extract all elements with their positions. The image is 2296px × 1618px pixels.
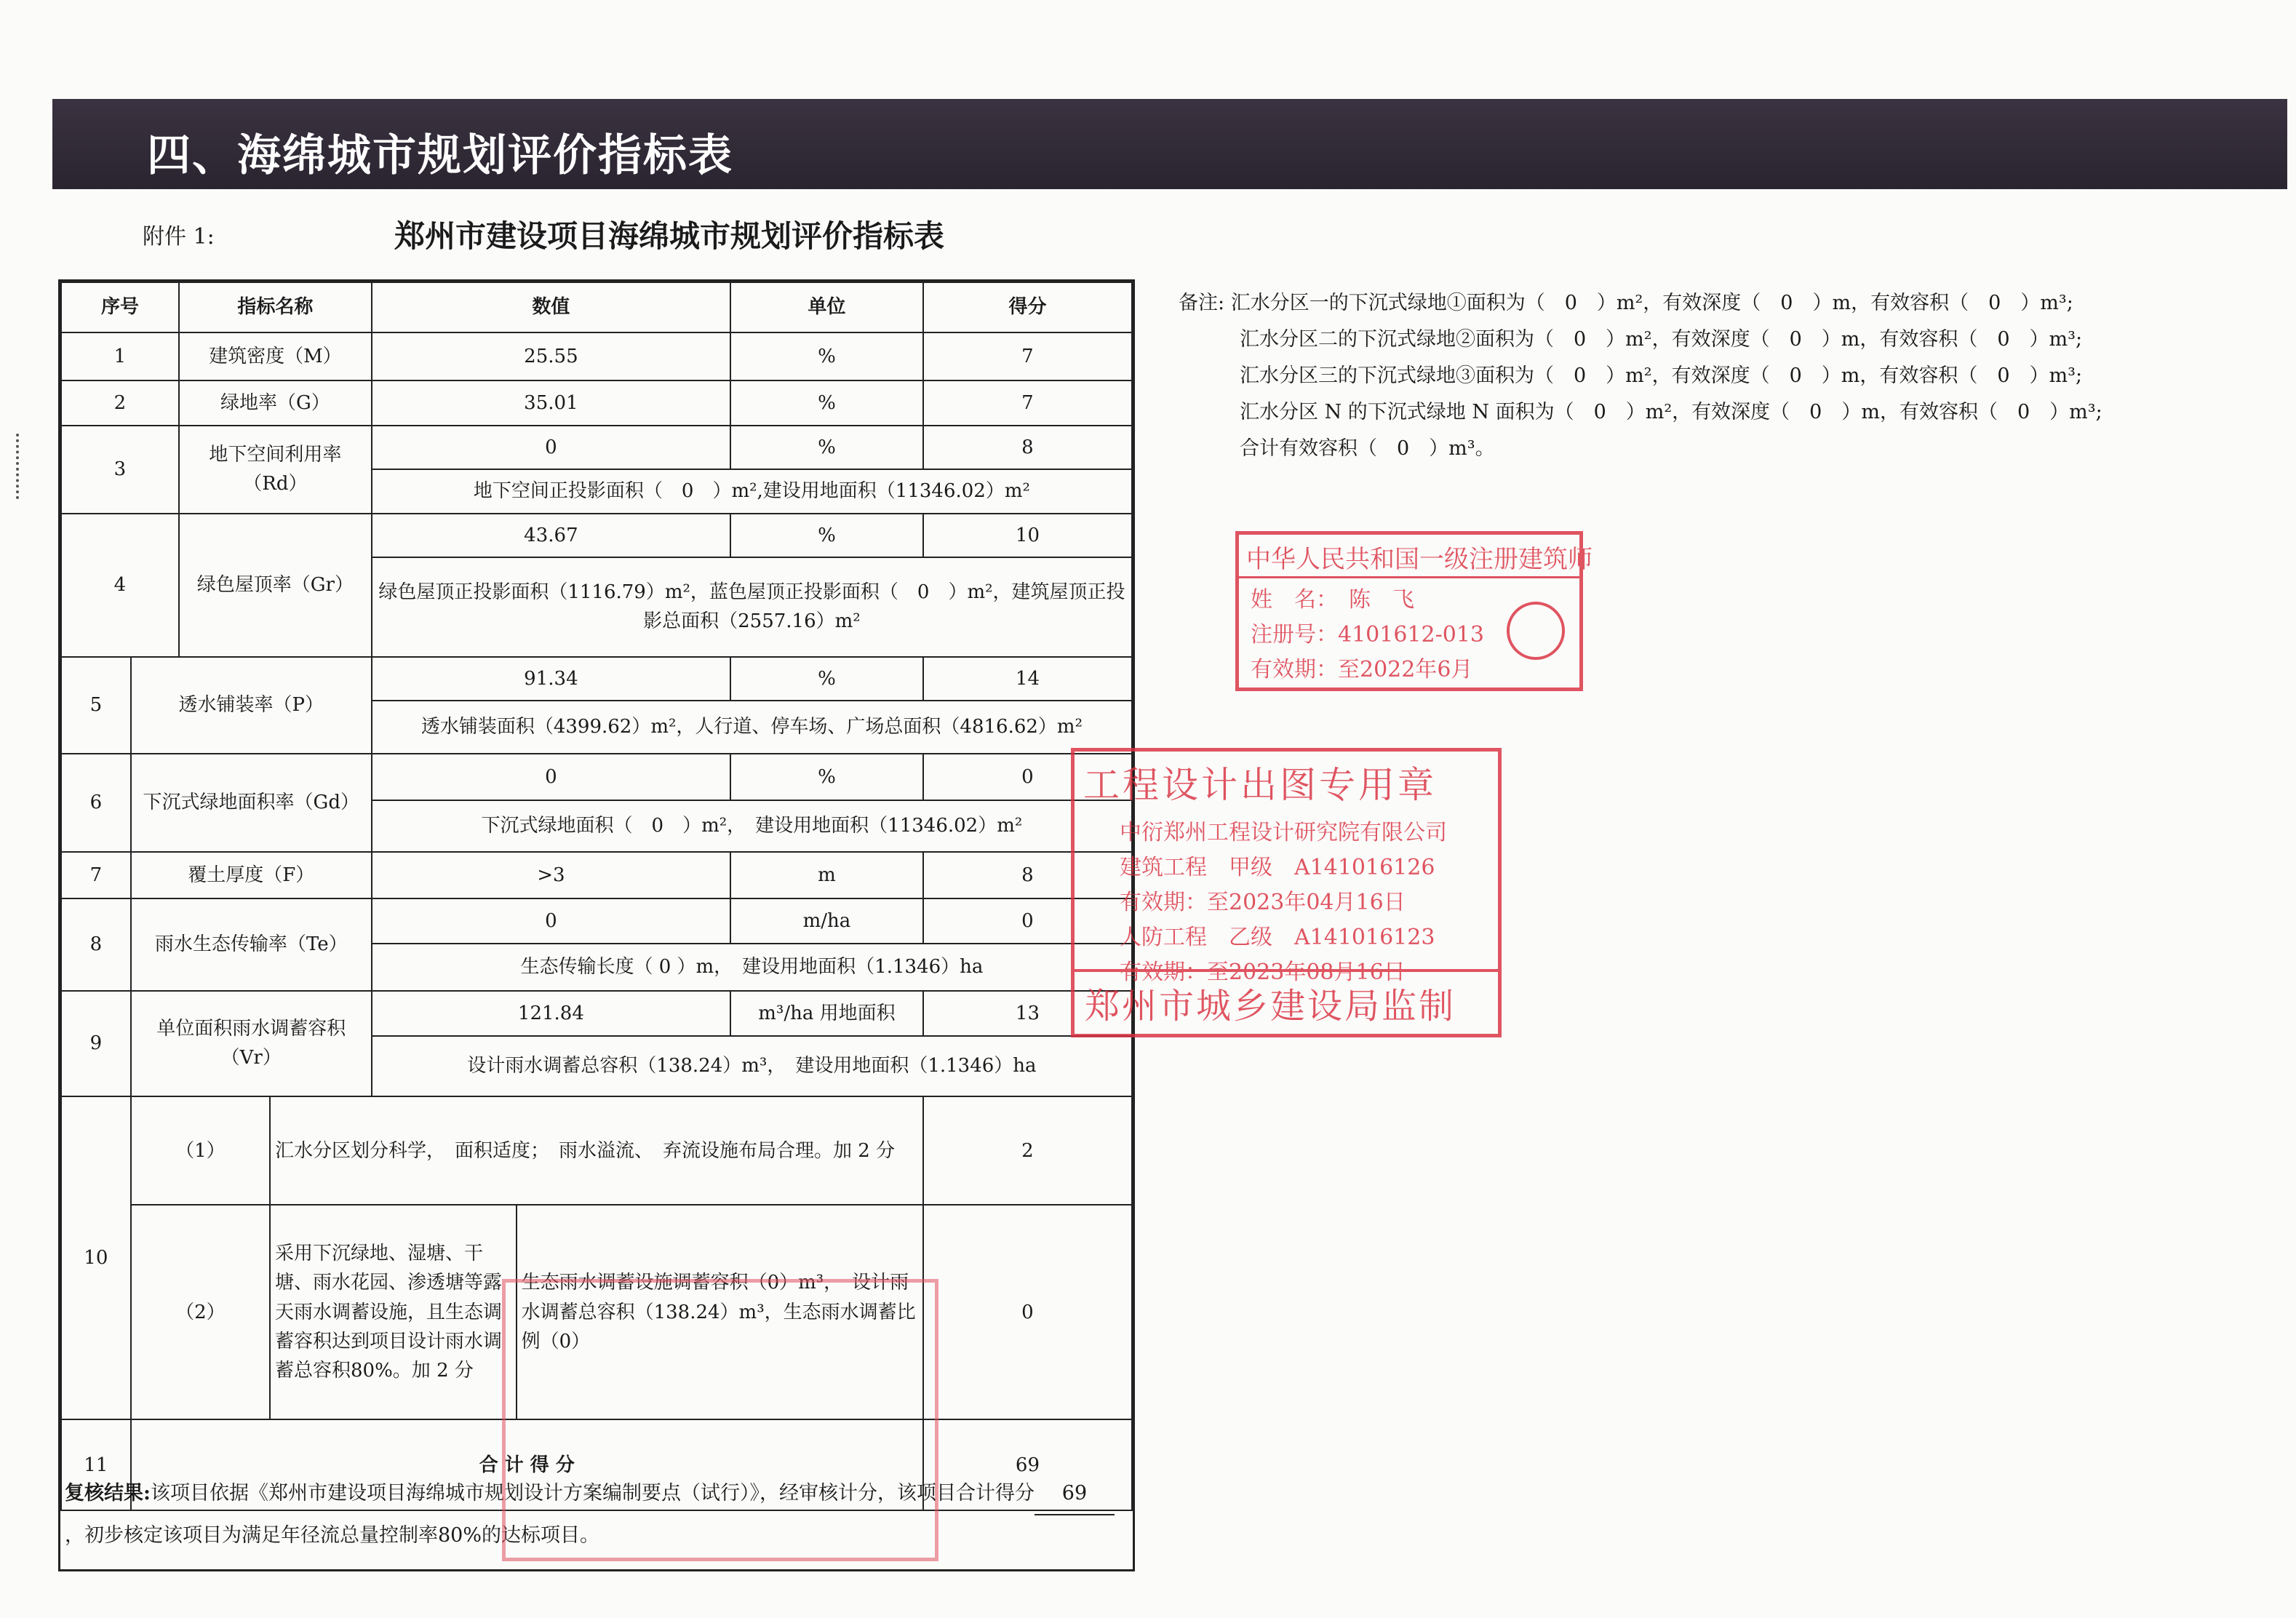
document-title: 郑州市建设项目海绵城市规划评价指标表 <box>394 218 945 254</box>
architect-reg: 注册号：4101612-013 <box>1251 622 1485 647</box>
row-score: 7 <box>923 380 1132 426</box>
table-row <box>61 991 1132 1036</box>
design-company: 中衍郑州工程设计研究院有限公司 <box>1120 820 1447 845</box>
row-detail: 绿色屋顶正投影面积（1116.79）m²，蓝色屋顶正投影面积（ 0 ）m²，建筑屋顶正投影总面积（2557.16）m² <box>372 557 1132 657</box>
row-value: 43.67 <box>372 514 730 557</box>
table-row <box>61 657 1132 701</box>
review-score: 69 <box>1035 1473 1115 1515</box>
note-line <box>1179 285 2102 322</box>
binding-mark <box>16 434 32 499</box>
table-row <box>61 380 1132 426</box>
row-name: 下沉式绿地面积率（Gd） <box>131 754 372 852</box>
row-score: 13 <box>923 991 1132 1036</box>
architect-stamp-title: 中华人民共和国一级注册建筑师 <box>1239 535 1579 578</box>
attachment-label: 附件 1: <box>143 224 215 250</box>
table-row <box>61 1096 1132 1205</box>
review-conclusion: ，初步核定该项目为满足年径流总量控制率80%的达标项目。 <box>65 1524 600 1547</box>
row-unit: % <box>730 380 923 426</box>
row-score: 7 <box>923 332 1132 380</box>
row-value: 25.55 <box>372 332 730 380</box>
table-row <box>61 426 1132 469</box>
note-line: 汇水分区 N 的下沉式绿地 N 面积为（ 0 ）m²，有效深度（ 0 ）m，有效容积（ 0 ）m³; <box>1240 401 2102 423</box>
row-unit: m <box>730 852 923 898</box>
row-unit: % <box>730 754 923 800</box>
design-issued: 有效期：至2023年04月16日 <box>1120 890 1406 915</box>
table-header-row <box>61 282 1132 332</box>
row-name: 建筑密度（M） <box>179 332 372 380</box>
row-unit: % <box>730 514 923 557</box>
architect-valid: 有效期：至2022年6月 <box>1251 657 1473 682</box>
notes-prefix: 备注: <box>1179 292 1225 314</box>
header-unit: 单位 <box>730 282 923 332</box>
table-row <box>61 852 1132 898</box>
sub-label: （2） <box>131 1205 270 1419</box>
row-value: 35.01 <box>372 380 730 426</box>
row-no: 6 <box>61 754 131 852</box>
row-no: 7 <box>61 852 131 898</box>
row-unit: m/ha <box>730 898 923 944</box>
row-detail: 生态传输长度（ 0 ）m， 建设用地面积（1.1346）ha <box>372 944 1132 990</box>
header-value: 数值 <box>372 282 730 332</box>
banner-title: 四、海绵城市规划评价指标表 <box>147 130 733 181</box>
review-text: 该项目依据《郑州市建设项目海绵城市规划设计方案编制要点（试行）》，经审核计分，该项目合计得分 <box>150 1482 1035 1505</box>
row-name: 绿地率（G） <box>179 380 372 426</box>
row-no: 5 <box>61 657 131 754</box>
row-detail: 设计雨水调蓄总容积（138.24）m³， 建设用地面积（1.1346）ha <box>372 1036 1132 1096</box>
row-score: 8 <box>923 852 1132 898</box>
note-line: 合计有效容积（ 0 ）m³。 <box>1240 437 1495 460</box>
total-label: 合 计 得 分 <box>131 1419 923 1510</box>
row-name: 雨水生态传输率（Te） <box>131 898 372 991</box>
design-authority: 郑州市城乡建设局监制 <box>1075 969 1498 1034</box>
sub-criterion: 汇水分区划分科学， 面积适度； 雨水溢流、 弃流设施布局合理。加 2 分 <box>270 1096 923 1205</box>
architect-stamp <box>1235 531 1593 691</box>
architect-name: 姓 名： 陈 飞 <box>1251 587 1414 613</box>
row-value: 0 <box>372 426 730 469</box>
row-score: 0 <box>923 1205 1132 1419</box>
row-score: 2 <box>923 1096 1132 1205</box>
header-score: 得分 <box>923 282 1132 332</box>
row-score: 10 <box>923 514 1132 557</box>
design-grade: 建筑工程 甲级 A141016126 <box>1120 855 1435 880</box>
row-detail: 下沉式绿地面积（ 0 ）m²， 建设用地面积（11346.02）m² <box>372 800 1132 852</box>
row-no: 9 <box>61 991 131 1096</box>
row-unit: % <box>730 332 923 380</box>
sub-calculation: 生态雨水调蓄设施调蓄容积（0）m³， 设计雨水调蓄总容积（138.24）m³，生态雨水调蓄比例（0） <box>517 1205 923 1419</box>
row-detail: 地下空间正投影面积（ 0 ）m²,建设用地面积（11346.02）m² <box>372 469 1132 513</box>
design-stamp <box>1071 748 1502 1037</box>
row-score: 0 <box>923 754 1132 800</box>
row-name: 覆土厚度（F） <box>131 852 372 898</box>
review-label: 复核结果: <box>65 1482 151 1505</box>
sub-criterion: 采用下沉绿地、湿塘、干塘、雨水花园、渗透塘等露天雨水调蓄设施，且生态调蓄容积达到项目设计雨水调蓄总容积80%。加 2 分 <box>270 1205 517 1419</box>
row-name: 透水铺装率（P） <box>131 657 372 754</box>
note-line: 汇水分区三的下沉式绿地③面积为（ 0 ）m²，有效深度（ 0 ）m，有效容积（ 0 ）m³; <box>1240 364 2083 387</box>
note-line: 汇水分区二的下沉式绿地②面积为（ 0 ）m²，有效深度（ 0 ）m，有效容积（ 0 ）m³; <box>1240 328 2083 351</box>
row-score: 8 <box>923 426 1132 469</box>
section-banner <box>52 99 2287 189</box>
row-name: 绿色屋顶率（Gr） <box>179 514 372 657</box>
round-seal-icon <box>1507 602 1565 660</box>
row-no: 11 <box>61 1419 131 1510</box>
header-no: 序号 <box>61 282 179 332</box>
total-score: 69 <box>923 1419 1132 1510</box>
row-no: 3 <box>61 426 179 513</box>
row-value: 0 <box>372 754 730 800</box>
design-valid: 有效期：至2023年08月16日 <box>1120 960 1406 985</box>
row-no: 1 <box>61 332 179 380</box>
table-row <box>61 754 1132 800</box>
row-name: 地下空间利用率（Rd） <box>179 426 372 513</box>
faint-stamp-impression <box>502 1279 938 1561</box>
design-civil: 人防工程 乙级 A141016123 <box>1120 925 1435 950</box>
table-row <box>61 332 1132 380</box>
row-value: 91.34 <box>372 657 730 701</box>
row-no: 4 <box>61 514 179 657</box>
row-no: 2 <box>61 380 179 426</box>
row-detail: 透水铺装面积（4399.62）m²，人行道、停车场、广场总面积（4816.62）m² <box>372 701 1132 754</box>
notes-block <box>1179 285 2102 467</box>
row-no: 8 <box>61 898 131 991</box>
row-unit: m³/ha 用地面积 <box>730 991 923 1036</box>
note-text: 汇水分区一的下沉式绿地①面积为（ 0 ）m²，有效深度（ 0 ）m，有效容积（ 0 ）m³; <box>1230 292 2073 314</box>
row-score: 14 <box>923 657 1132 701</box>
sub-label: （1） <box>131 1096 270 1205</box>
row-value: 121.84 <box>372 991 730 1036</box>
design-stamp-title: 工程设计出图专用章 <box>1083 764 1437 806</box>
table-row <box>61 514 1132 557</box>
row-name: 单位面积雨水调蓄容积（Vr） <box>131 991 372 1096</box>
row-score: 0 <box>923 898 1132 944</box>
row-unit: % <box>730 426 923 469</box>
row-no: 10 <box>61 1096 131 1419</box>
row-value: >3 <box>372 852 730 898</box>
row-unit: % <box>730 657 923 701</box>
header-name: 指标名称 <box>179 282 372 332</box>
table-row <box>61 898 1132 944</box>
row-value: 0 <box>372 898 730 944</box>
